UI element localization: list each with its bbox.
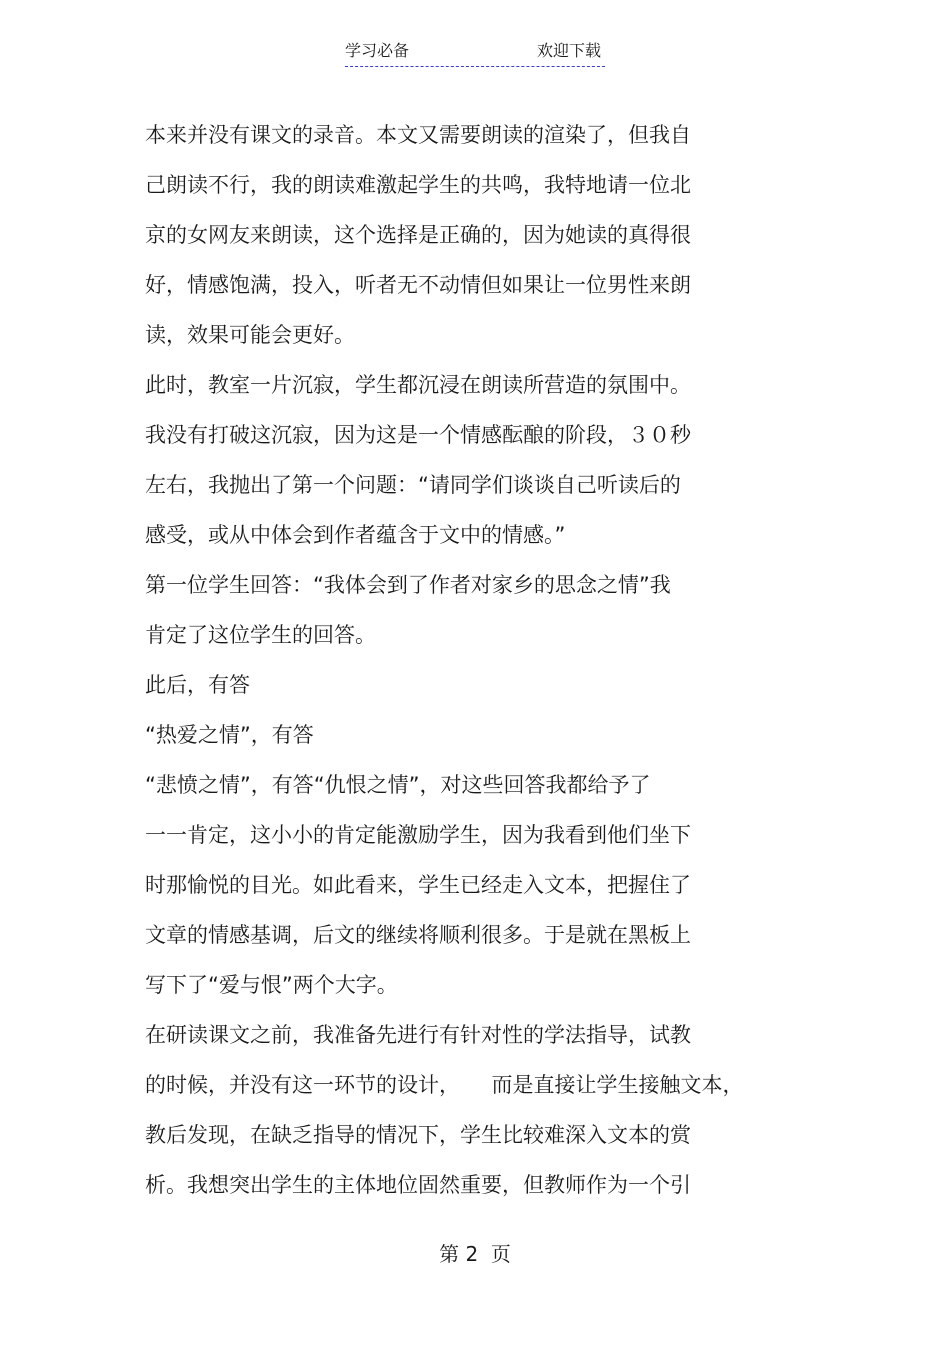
text-line: 肯定了这位学生的回答。 (145, 623, 376, 647)
text-line: 读，效果可能会更好。 (145, 323, 355, 347)
text-line: 我没有打破这沉寂，因为这是一个情感酝酿的阶段，３０秒 (145, 423, 691, 447)
text-line: 文章的情感基调，后文的继续将顺利很多。于是就在黑板上 (145, 923, 691, 947)
text-line: 己朗读不行，我的朗读难激起学生的共鸣，我特地请一位北 (145, 173, 691, 197)
text-line: 写下了“爱与恨”两个大字。 (145, 973, 398, 997)
text-line: “热爱之情”，有答 (145, 723, 314, 747)
text-line: 左右，我抛出了第一个问题：“请同学们谈谈自己听读后的 (145, 473, 681, 497)
page-number: 第 2 页 (439, 1242, 511, 1266)
text-line: 教后发现，在缺乏指导的情况下，学生比较难深入文本的赏 (145, 1123, 691, 1147)
header-right-text: 欢迎下载 (536, 41, 601, 60)
page-header (345, 40, 605, 67)
text-line: 第一位学生回答：“我体会到了作者对家乡的思念之情”我 (145, 573, 671, 597)
header-left-text: 学习必备 (345, 41, 410, 60)
text-line: 好，情感饱满，投入，听者无不动情但如果让一位男性来朗 (145, 273, 691, 297)
text-line: 此后，有答 (145, 673, 250, 697)
text-line: 本来并没有课文的录音。本文又需要朗读的渲染了，但我自 (145, 123, 691, 147)
text-line: “悲愤之情”，有答“仇恨之情”，对这些回答我都给予了 (145, 773, 651, 797)
text-line: 时那愉悦的目光。如此看来，学生已经走入文本，把握住了 (145, 873, 691, 897)
text-line: 此时，教室一片沉寂，学生都沉浸在朗读所营造的氛围中。 (145, 373, 691, 397)
text-line: 析。我想突出学生的主体地位固然重要，但教师作为一个引 (145, 1173, 691, 1197)
text-line: 在研读课文之前，我准备先进行有针对性的学法指导，试教 (145, 1023, 691, 1047)
text-line: 一一肯定，这小小的肯定能激励学生，因为我看到他们坐下 (145, 823, 691, 847)
text-line: 的时候，并没有这一环节的设计， 而是直接让学生接触文本， (145, 1073, 744, 1097)
text-line: 京的女网友来朗读，这个选择是正确的，因为她读的真得很 (145, 223, 691, 247)
text-line: 感受，或从中体会到作者蕴含于文中的情感。” (145, 523, 566, 547)
